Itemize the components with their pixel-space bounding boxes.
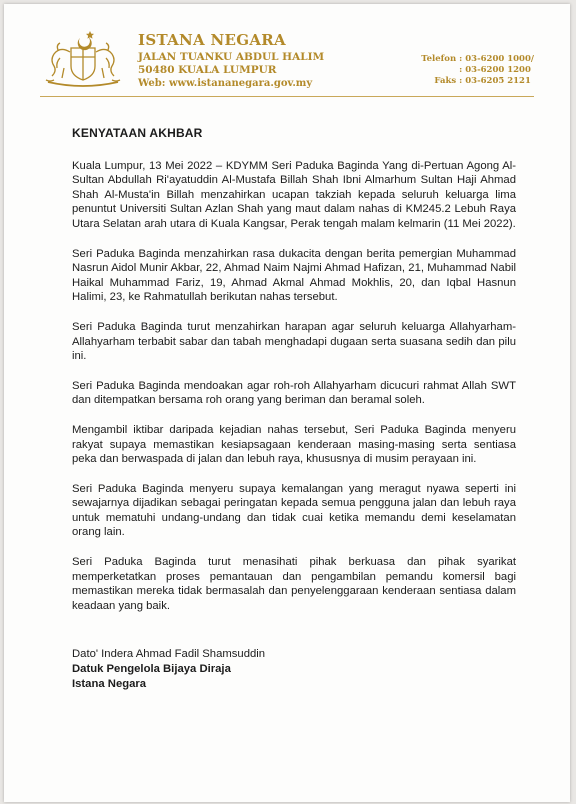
telephone-label: Telefon xyxy=(421,54,457,64)
signatory-position: Datuk Pengelola Bijaya Diraja xyxy=(72,663,231,676)
website: Web: www.istananegara.gov.my xyxy=(138,78,313,89)
telephone-1: : 03-6200 1000/ xyxy=(459,54,534,64)
address-line-1: JALAN TUANKU ABDUL HALIM xyxy=(138,51,325,63)
statement-title: KENYATAAN AKHBAR xyxy=(72,126,203,140)
paragraph: Mengambil iktibar daripada kejadian nahas tersebut, Seri Paduka Baginda menyeru rakyat supaya memastikan kesiapsagaan kenderaan masing-masing serta sentiasa peka dan berwaspada di jalan dan lebuh raya, khususnya di musim perayaan ini. xyxy=(72,423,516,466)
royal-coat-of-arms-icon xyxy=(40,28,126,88)
paragraph: Kuala Lumpur, 13 Mei 2022 – KDYMM Seri Paduka Baginda Yang di-Pertuan Agong Al-Sultan Abdullah Ri'ayatuddin Al-Mustafa Billah Shah Ibni Almarhum Sultan Haji Ahmad Shah Al-Musta'in Billah menzahirkan ucapan takziah kepada seluruh keluarga lima penuntut Universiti Sultan Azlan Shah yang maut dalam nahas di KM245.2 Lebuh Raya Utara Selatan arah utara di Kuala Kangsar, Perak tengah malam kelmarin (11 Mei 2022). xyxy=(72,159,516,230)
org-name: ISTANA NEGARA xyxy=(138,31,286,49)
statement-body xyxy=(72,126,516,692)
fax-label: Faks xyxy=(434,76,457,86)
paragraph: Seri Paduka Baginda menzahirkan rasa dukacita dengan berita pemergian Muhammad Nasrun Aidol Munir Akbar, 22, Ahmad Naim Najmi Ahmad Hafizan, 21, Muhammad Nabil Haikal Muhammad Fariz, 19, Ahmad Akmal Ahmad Mokhlis, 20, dan Iqbal Hasnun Halimi, 23, ke Rahmatullah berikutan nahas tersebut. xyxy=(72,247,516,304)
paragraph: Seri Paduka Baginda turut menasihati pihak berkuasa dan pihak syarikat memperketatkan proses pemantauan dan pengambilan pemandu komersil bagi memastikan mereka tidak bermasalah dan penyelenggaraan kenderaan sentiasa dalam keadaan yang baik. xyxy=(72,556,516,612)
signatory-office: Istana Negara xyxy=(72,678,147,691)
letterhead-contact xyxy=(416,54,534,87)
address-line-2: 50480 KUALA LUMPUR xyxy=(138,64,277,76)
paragraph: Seri Paduka Baginda mendoakan agar roh-roh Allahyarham dicucuri rahmat Allah SWT dan ditempatkan bersama roh orang yang beriman dan beramal soleh. xyxy=(72,379,516,407)
paragraph: Seri Paduka Baginda turut menzahirkan harapan agar seluruh keluarga Allahyarham-Allahyarham terbabit sabar dan tabah menghadapi dugaan serta suasana sedih dan pilu ini. xyxy=(72,320,516,363)
signatory-name: Dato' Indera Ahmad Fadil Shamsuddin xyxy=(72,648,266,661)
signature-block xyxy=(72,647,516,692)
letterhead-organization xyxy=(138,31,324,90)
telephone-2: : 03-6200 1200 xyxy=(459,65,531,75)
fax-number: : 03-6205 2121 xyxy=(459,76,531,86)
paragraph: Seri Paduka Baginda menyeru supaya kemalangan yang meragut nyawa seperti ini sewajarnya dijadikan sebagai peringatan kepada semua pengguna jalan dan lebuh raya untuk mematuhi undang-undang dan tidak cuai ketika memandu demi keselamatan orang lain. xyxy=(72,482,516,539)
document-page xyxy=(4,4,570,802)
letterhead-divider xyxy=(40,96,534,97)
